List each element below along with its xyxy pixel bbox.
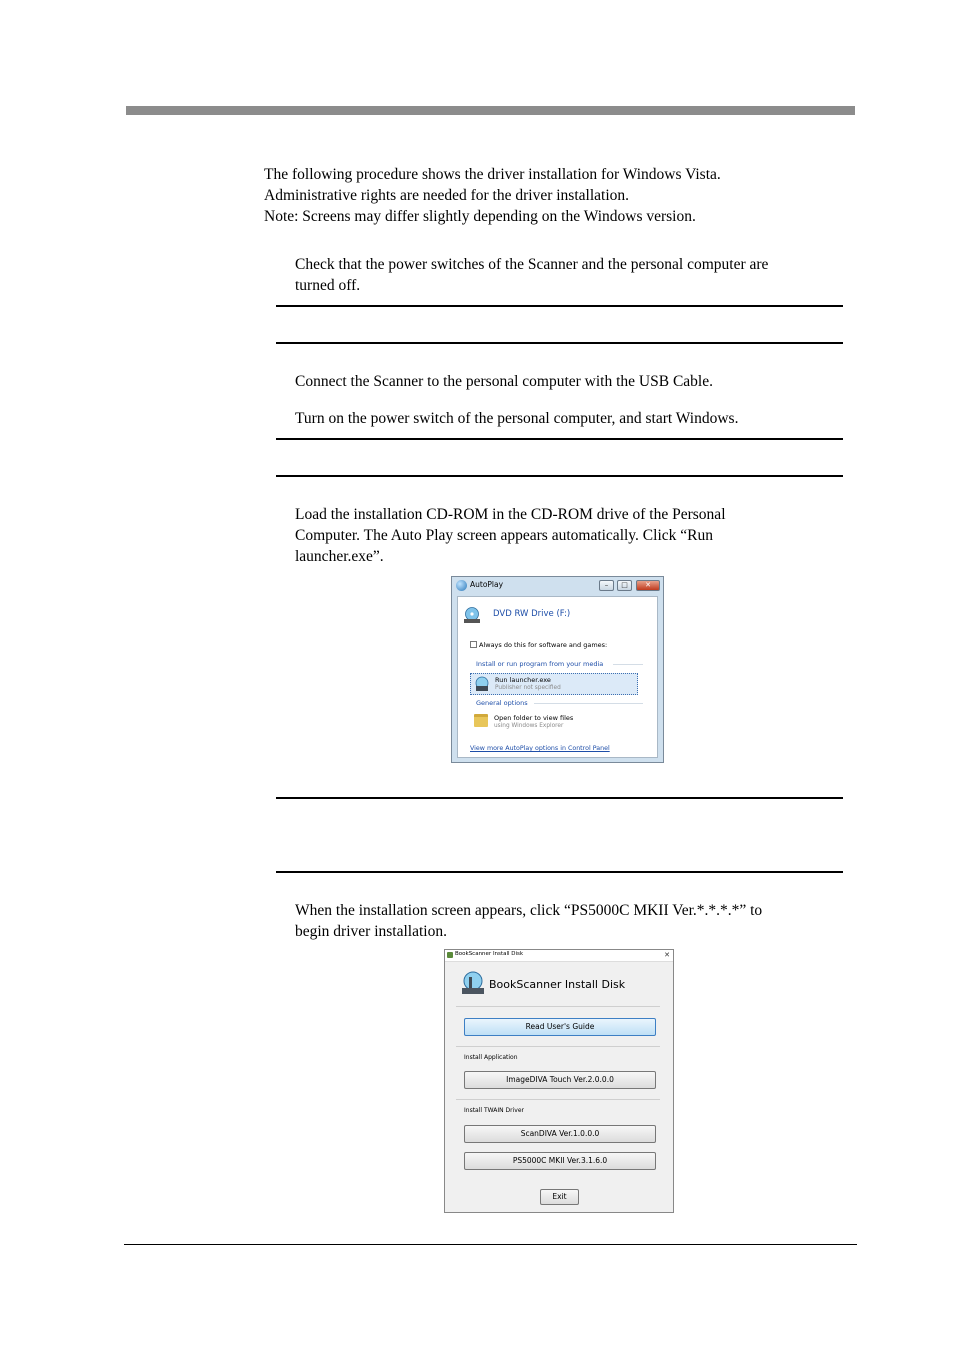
section-divider xyxy=(534,703,643,704)
footer-rule xyxy=(124,1244,857,1245)
section-install-heading: Install or run program from your media xyxy=(476,660,604,668)
header-bar xyxy=(126,106,855,115)
install-window-title: BookScanner Install Disk xyxy=(455,951,524,957)
intro-line: The following procedure shows the driver installation for Windows Vista. xyxy=(264,166,721,183)
minimize-icon[interactable]: – xyxy=(599,580,614,591)
scandiva-button[interactable]: ScanDIVA Ver.1.0.0.0 xyxy=(464,1125,656,1143)
drive-name: DVD RW Drive (F:) xyxy=(493,609,571,619)
intro-line: Note: Screens may differ slightly depending on the Windows version. xyxy=(264,208,696,225)
publisher-label: Publisher not specified xyxy=(495,685,561,691)
ps5000c-button[interactable]: PS5000C MKII Ver.3.1.6.0 xyxy=(464,1152,656,1170)
note-rule-top xyxy=(276,305,843,307)
step-text: begin driver installation. xyxy=(295,923,447,940)
step-2: Connect the Scanner to the personal computer with the USB Cable. xyxy=(295,373,713,390)
intro-text xyxy=(264,164,721,227)
step-text: launcher.exe”. xyxy=(295,548,384,565)
step-3: Turn on the power switch of the personal computer, and start Windows. xyxy=(295,410,739,427)
app-icon xyxy=(447,952,453,958)
always-do-checkbox[interactable] xyxy=(470,641,477,648)
install-titlebar xyxy=(445,950,673,962)
run-launcher-option[interactable] xyxy=(470,673,638,695)
close-icon[interactable]: ✕ xyxy=(636,580,660,591)
note-rule-bottom xyxy=(276,871,843,873)
note-rule-bottom xyxy=(276,475,843,477)
install-disk-window xyxy=(444,949,674,1213)
scanner-icon xyxy=(473,676,491,692)
step-text: turned off. xyxy=(295,277,361,294)
step-5 xyxy=(295,900,762,942)
note-rule-bottom xyxy=(276,342,843,344)
install-heading: BookScanner Install Disk xyxy=(489,978,626,991)
divider xyxy=(456,1006,660,1007)
autoplay-window xyxy=(451,576,664,763)
install-application-heading: Install Application xyxy=(464,1054,518,1061)
step-text: Computer. The Auto Play screen appears automatically. Click “Run xyxy=(295,527,713,544)
imagediva-button[interactable]: ImageDIVA Touch Ver.2.0.0.0 xyxy=(464,1071,656,1089)
step-text: Check that the power switches of the Scanner and the personal computer are xyxy=(295,256,769,273)
always-do-label: Always do this for software and games: xyxy=(479,641,608,649)
exit-button[interactable]: Exit xyxy=(540,1189,579,1205)
folder-icon xyxy=(474,714,488,727)
section-general-heading: General options xyxy=(476,699,528,707)
note-rule-top xyxy=(276,438,843,440)
divider xyxy=(456,1046,660,1047)
run-launcher-label: Run launcher.exe xyxy=(495,676,551,684)
intro-line: Administrative rights are needed for the driver installation. xyxy=(264,187,629,204)
read-guide-button[interactable]: Read User's Guide xyxy=(464,1018,656,1036)
open-folder-option[interactable]: Open folder to view files xyxy=(494,714,574,722)
autoplay-logo-icon xyxy=(456,580,467,591)
autoplay-title: AutoPlay xyxy=(470,580,504,589)
note-rule-top xyxy=(276,797,843,799)
maximize-icon[interactable]: □ xyxy=(617,580,632,591)
step-1 xyxy=(295,254,768,296)
bookscanner-icon xyxy=(459,971,487,997)
step-4 xyxy=(295,504,726,567)
step-text: When the installation screen appears, click “PS5000C MKII Ver.*.*.*.*” to xyxy=(295,902,763,919)
install-twain-heading: Install TWAIN Driver xyxy=(464,1107,524,1114)
divider xyxy=(456,1099,660,1100)
open-folder-sub: using Windows Explorer xyxy=(494,723,564,729)
close-icon[interactable]: ✕ xyxy=(664,951,670,959)
step-text: Load the installation CD-ROM in the CD-ROM drive of the Personal xyxy=(295,506,726,523)
autoplay-titlebar xyxy=(452,577,663,595)
section-divider xyxy=(613,664,643,665)
autoplay-content xyxy=(457,596,658,758)
more-options-link[interactable]: View more AutoPlay options in Control Panel xyxy=(470,745,610,752)
dvd-drive-icon xyxy=(463,607,481,624)
